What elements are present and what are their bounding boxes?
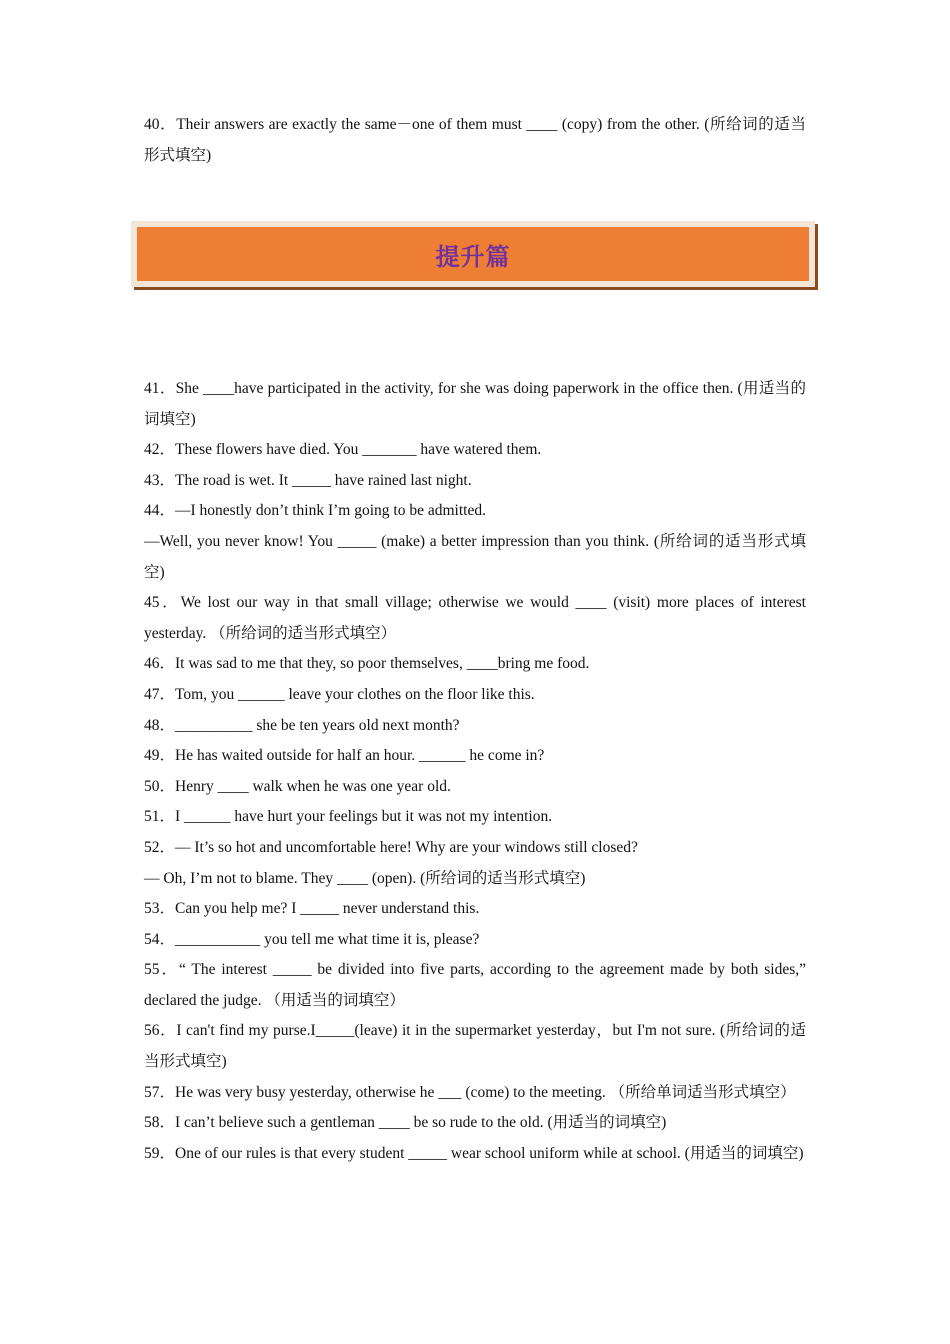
question-list [144,374,806,1169]
question-45: 45．We lost our way in that small village; otherwise we would ____ (visit) more places of interest yesterday. （所给词的适当形式填空） [144,594,806,642]
question-55: 55．“ The interest _____ be divided into five parts, according to the agreement made by both sides,” declared the judge. （用适当的词填空） [144,961,806,1009]
question-49: 49．He has waited outside for half an hour. ______ he come in? [144,747,545,765]
question-41: 41．She ____have participated in the activity, for she was doing paperwork in the office then. (用适当的词填空) [144,380,806,428]
question-52-reply: — Oh, I’m not to blame. They ____ (open). (所给词的适当形式填空) [144,869,586,887]
question-51: 51．I ______ have hurt your feelings but it was not my intention. [144,808,553,826]
question-50: 50．Henry ____ walk when he was one year old. [144,777,451,795]
question-47: 47．Tom, you ______ leave your clothes on the floor like this. [144,685,535,703]
question-42: 42．These flowers have died. You _______ have watered them. [144,441,542,459]
question-44-reply: —Well, you never know! You _____ (make) a better impression than you think. (所给词的适当形式填空) [144,532,806,581]
question-40: 40．Their answers are exactly the same－one of them must ____ (copy) from the other. (所给词的适当形式填空) [144,116,806,164]
question-53: 53．Can you help me? I _____ never understand this. [144,900,480,918]
question-43: 43．The road is wet. It _____ have rained last night. [144,471,472,489]
section-banner [131,221,815,287]
question-46: 46．It was sad to me that they, so poor themselves, ____bring me food. [144,655,590,673]
question-57: 57．He was very busy yesterday, otherwise he ___ (come) to the meeting. （所给单词适当形式填空） [144,1083,796,1101]
section-title: 提升篇 [435,242,511,271]
question-48: 48．__________ she be ten years old next month? [144,716,460,734]
question-59: 59．One of our rules is that every student _____ wear school uniform while at school. (用适当的词填空) [144,1144,804,1162]
question-44: 44．—I honestly don’t think I’m going to be admitted. [144,502,486,520]
question-58: 58．I can’t believe such a gentleman ____ be so rude to the old. (用适当的词填空) [144,1114,667,1132]
section-banner-fill [137,227,809,281]
question-56: 56．I can't find my purse.I_____(leave) it in the supermarket yesterday，but I'm not sure. (所给词的适当形式填空) [144,1022,806,1071]
question-54: 54．___________ you tell me what time it is, please? [144,930,480,948]
question-52: 52．— It’s so hot and uncomfortable here! Why are your windows still closed? [144,838,638,856]
